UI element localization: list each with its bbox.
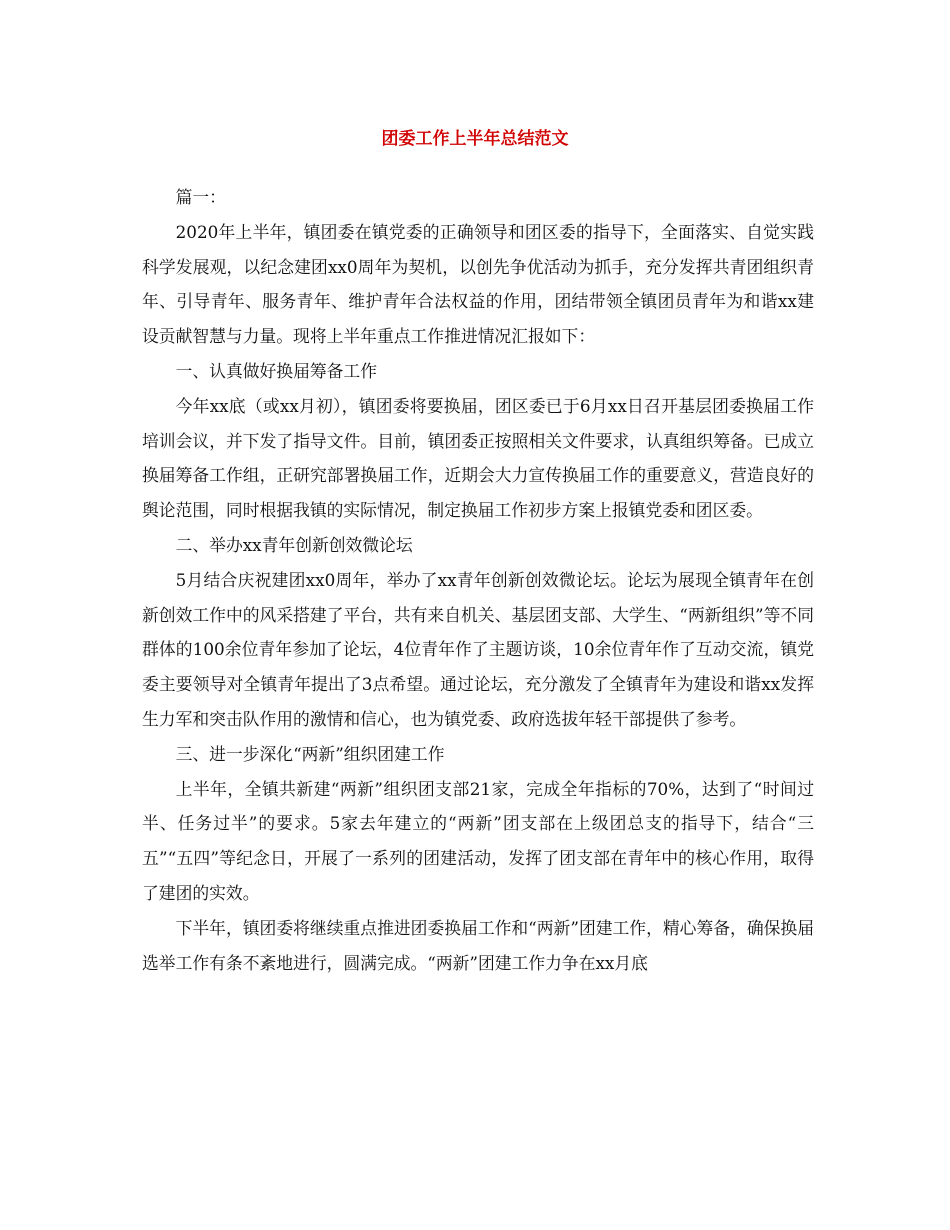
heading-section-2: 二、举办xx青年创新创效微论坛 <box>175 534 413 555</box>
paragraph-section-1: 今年xx底（或xx月初），镇团委将要换届，团区委已于6月xx日召开基层团委换届工作培训会议，并下发了指导文件。目前，镇团委正按照相关文件要求，认真组织筹备。已成立换届筹备工作组，正研究部署换届工作，近期会大力宣传换届工作的重要意义，营造良好的舆论范围，同时根据我镇的实际情况，制定换届工作初步方案上报镇党委和团区委。 <box>142 395 814 521</box>
heading-section-3: 三、进一步深化“两新”组织团建工作 <box>175 743 445 764</box>
paragraph-section-label: 篇一： <box>175 187 226 207</box>
paragraph-section-2: 5月结合庆祝建团xx0周年，举办了xx青年创新创效微论坛。论坛为展现全镇青年在创新创效工作中的风采搭建了平台，共有来自机关、基层团支部、大学生、“两新组织”等不同群体的100余位青年参加了论坛，4位青年作了主题访谈，10余位青年作了互动交流，镇党委主要领导对全镇青年提出了3点希望。通过论坛，充分激发了全镇青年为建设和谐xx发挥生力军和突击队作用的激情和信心，也为镇党委、政府选拔年轻干部提供了参考。 <box>142 569 814 729</box>
paragraph-intro: 2020年上半年，镇团委在镇党委的正确领导和团区委的指导下，全面落实、自觉实践科学发展观，以纪念建团xx0周年为契机，以创先争优活动为抓手，充分发挥共青团组织青年、引导青年、服务青年、维护青年合法权益的作用，团结带领全镇团员青年为和谐xx建设贡献智慧与力量。现将上半年重点工作推进情况汇报如下： <box>142 221 814 347</box>
document-title: 团委工作上半年总结范文 <box>381 129 569 149</box>
paragraph-section-3: 上半年，全镇共新建“两新”组织团支部21家，完成全年指标的70%，达到了“时间过半、任务过半”的要求。5家去年建立的“两新”团支部在上级团总支的指导下，结合“三五”“五四”等纪念日，开展了一系列的团建活动，发挥了团支部在青年中的核心作用，取得了建团的实效。 <box>142 778 814 903</box>
document-body <box>142 180 814 980</box>
paragraph-plan: 下半年，镇团委将继续重点推进团委换届工作和“两新”团建工作，精心筹备，确保换届选举工作有条不紊地进行，圆满完成。“两新”团建工作力争在xx月底 <box>142 917 814 973</box>
heading-section-1: 一、认真做好换届筹备工作 <box>175 360 377 381</box>
